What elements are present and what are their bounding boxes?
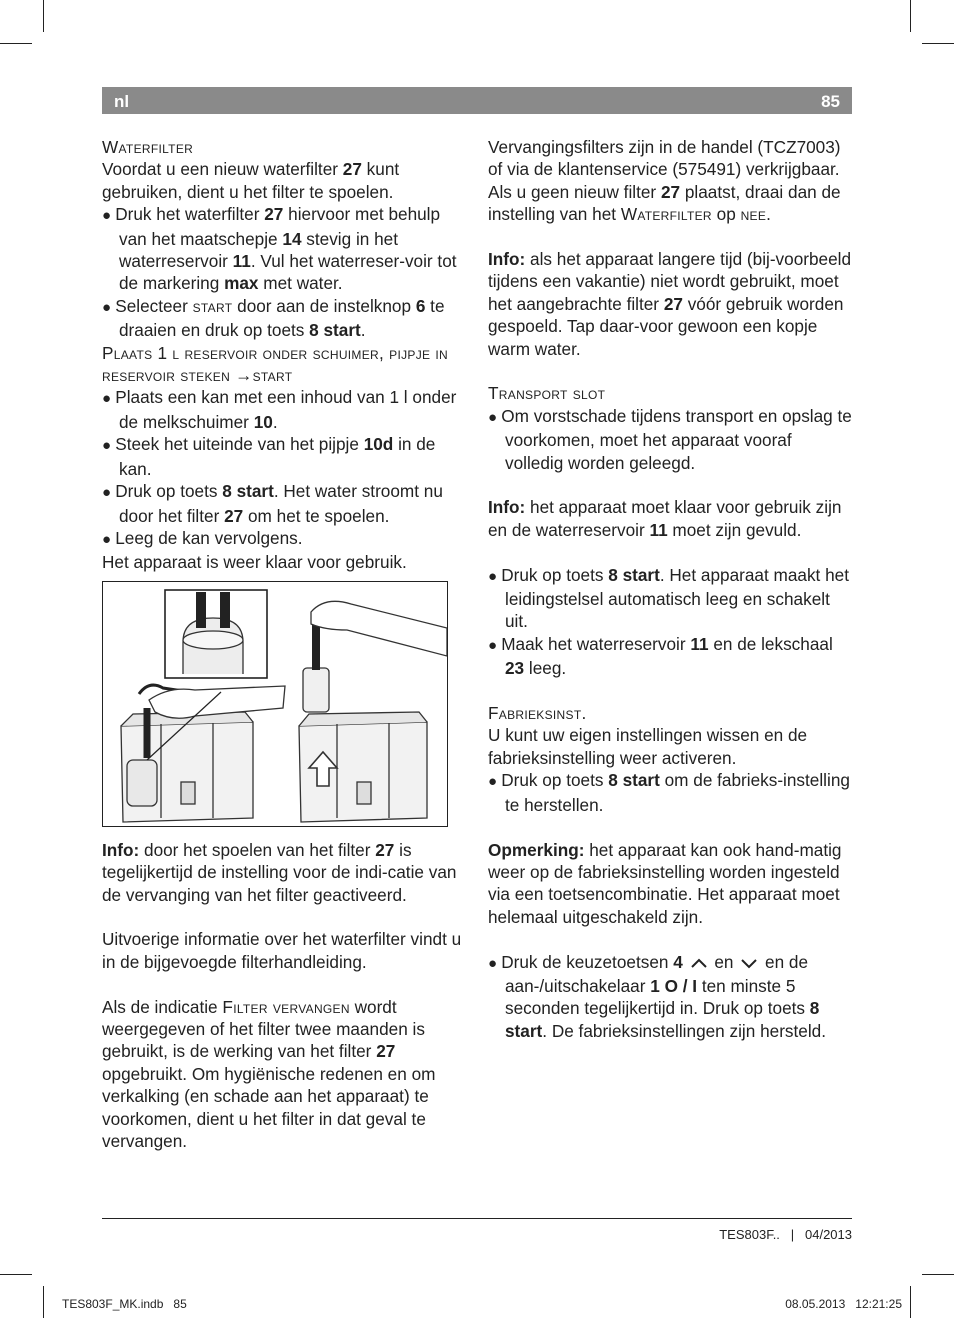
page-header (102, 87, 852, 114)
chevron-up-icon (690, 957, 708, 969)
footer-code: TES803F.. | 04/2013 (719, 1227, 852, 1242)
right-column (488, 136, 853, 1042)
slug-file: TES803F_MK.indb 85 (62, 1297, 187, 1311)
page-number: 85 (821, 92, 840, 111)
heading-transport: Transport slot (488, 383, 606, 404)
info-paragraph: Info: het apparaat moet klaar voor gebruik zijn en de waterreservoir 11 moet zijn gevuld. (488, 497, 842, 540)
heading-plaats: Plaats 1 l reservoir onder schuimer, pijpje in reservoir steken →start (102, 342, 448, 386)
list-item: ● Steek het uiteinde van het pijpje 10d in de kan. (102, 433, 467, 480)
paragraph: Als de indicatie Filter vervangen wordt weergegeven of het filter twee maanden is gebruikt, is de werking van het filter 27 opgebruikt. Om hygiënische redenen en om verkalking (en schade aan het apparaat) te voorkomen, dient u het filter in dat geval te vervangen. (102, 996, 436, 1151)
footer-rule (102, 1218, 852, 1219)
crop-mark (43, 0, 44, 32)
language-code: nl (114, 92, 130, 111)
list-item: ● Druk op toets 8 start om de fabrieks-instelling te herstellen. (488, 769, 853, 816)
list-item: ● Leeg de kan vervolgens. (102, 527, 467, 551)
info-paragraph: Info: als het apparaat langere tijd (bij-voorbeeld tijdens een vakantie) niet wordt gebruikt, moet het aangebrachte filter 27 vóór gebruik worden gespoeld. Tap daar-voor gewoon een kopje warm water. (488, 249, 852, 359)
illustration-filter-rinse (102, 581, 448, 827)
paragraph: Als u geen nieuw filter 27 plaatst, draai dan de instelling van het Waterfilter op nee. (488, 181, 841, 225)
list-item: ● Druk op toets 8 start. Het water stroomt nu door het filter 27 om het te spoelen. (102, 480, 467, 527)
crop-mark (910, 0, 911, 32)
note-paragraph: Opmerking: het apparaat kan ook hand-matig weer op de fabrieksinstelling worden ingesteld via een toetsencombinatie. Het apparaat moet helemaal uitgeschakeld zijn. (488, 839, 842, 927)
crop-mark (0, 1274, 32, 1275)
crop-mark (910, 1286, 911, 1318)
crop-mark (922, 43, 954, 44)
slug-datetime: 08.05.2013 12:21:25 (785, 1297, 902, 1311)
paragraph: Voordat u een nieuw waterfilter 27 kunt gebruiken, dient u het filter te spoelen. (102, 159, 400, 202)
crop-mark (0, 43, 32, 44)
paragraph: Uitvoerige informatie over het waterfilter vindt u in de bijgevoegde filterhandleiding. (102, 929, 462, 972)
paragraph: U kunt uw eigen instellingen wissen en de fabrieksinstelling weer activeren. (488, 725, 808, 768)
heading-fabrieksinst: Fabrieksinst. (488, 703, 587, 724)
appliance-illustration (103, 582, 448, 827)
heading-waterfilter: Waterfilter (102, 137, 194, 157)
chevron-down-icon (740, 957, 758, 969)
list-item: ● Om vorstschade tijdens transport en opslag te voorkomen, moet het apparaat vooraf volledig worden geleegd. (488, 405, 853, 474)
info-paragraph: Info: door het spoelen van het filter 27 is tegelijkertijd de instelling voor de indi-catie van de vervanging van het filter geactiveerd. (102, 839, 457, 905)
left-column (102, 136, 467, 1152)
paragraph: Vervangingsfilters zijn in de handel (TCZ7003) of via de klantenservice (575491) verkrijgbaar. (488, 137, 841, 180)
crop-mark (43, 1286, 44, 1318)
list-item: ● Selecteer start door aan de instelknop 6 te draaien en druk op toets 8 start. (102, 295, 467, 342)
list-item: ● Druk de keuzetoetsen 4 en en de aan-/uitschakelaar 1 O / I ten minste 5 seconden tegelijkertijd in. Druk op toets 8 start. De fabrieksinstellingen zijn hersteld. (488, 951, 853, 1043)
paragraph: Het apparaat is weer klaar voor gebruik. (102, 552, 407, 573)
crop-mark (922, 1274, 954, 1275)
list-item: ● Plaats een kan met een inhoud van 1 l onder de melkschuimer 10. (102, 386, 467, 433)
list-item: ● Druk op toets 8 start. Het apparaat maakt het leidingstelsel automatisch leeg en schakelt uit. (488, 564, 853, 633)
list-item: ● Maak het waterreservoir 11 en de lekschaal 23 leeg. (488, 633, 853, 680)
list-item: ● Druk het waterfilter 27 hiervoor met behulp van het maatschepje 14 stevig in het waterreservoir 11. Vul het waterreser-voir tot de markering max met water. (102, 203, 467, 295)
